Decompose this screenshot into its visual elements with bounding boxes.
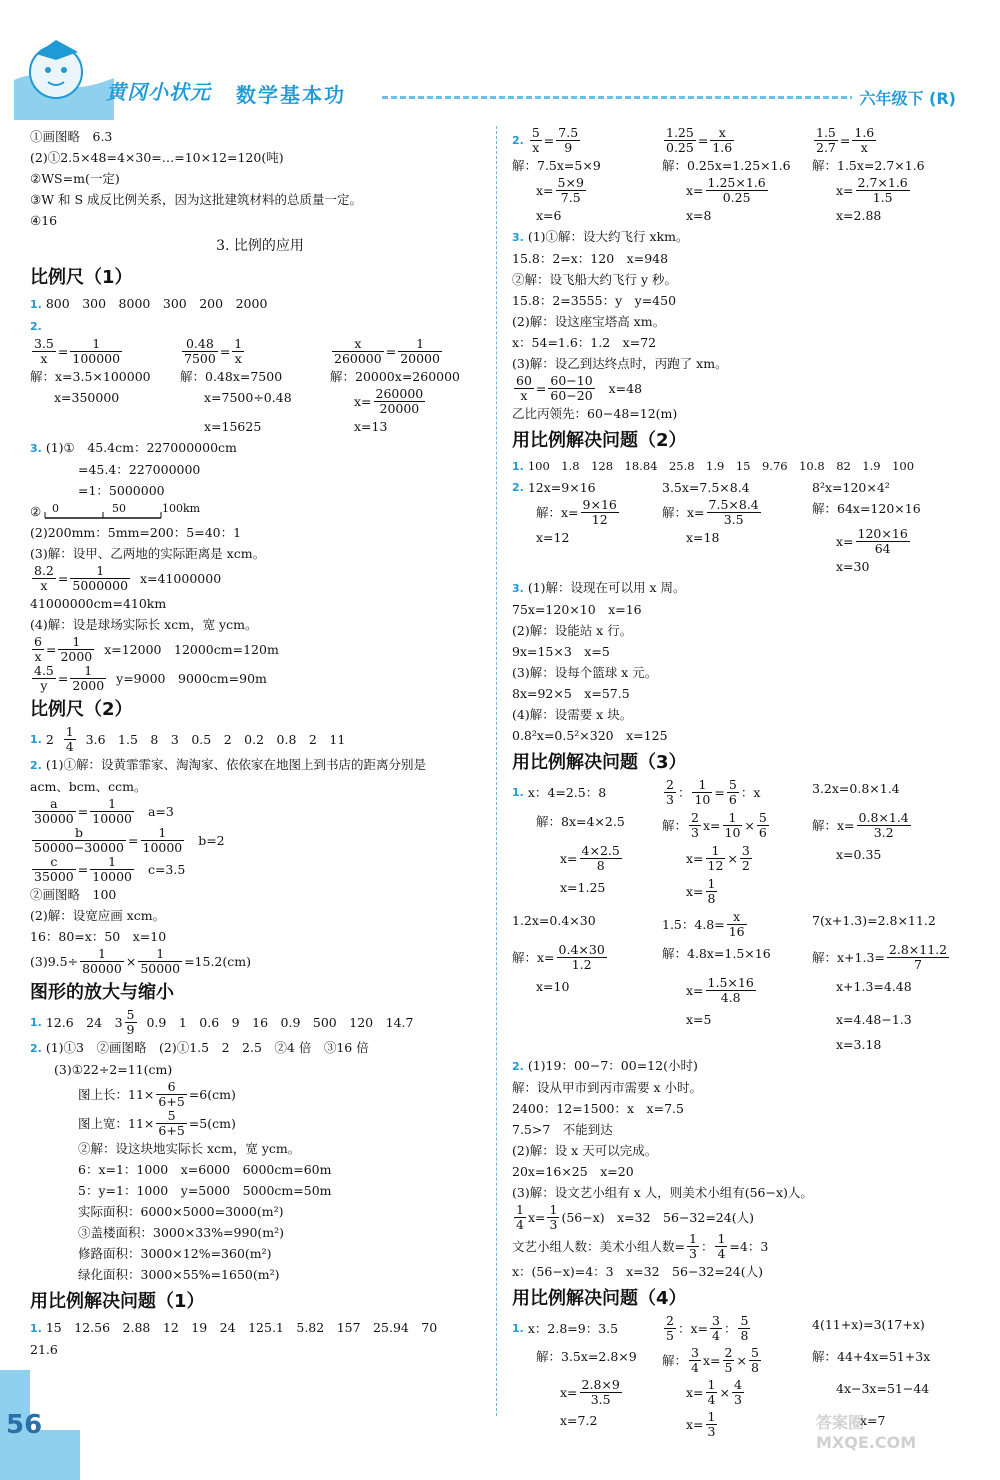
right-column: 2. $\frac{5}{x}$ = $\frac{7.5}{9}$ $\frac{1.25}{0.25}$ = $\frac{x}{1.6}$ $\frac{1.5}{2.7}$ = $\frac{1.6}{x}$ 解：7.5x=5×9 解：0.25x=1.25×1.6 解：1.5x=2.7×1.6 x= $\frac{5\times 9}{7.5}$ x= $\frac{1.25\times 1.6}{0.25}$ x= $\frac{2.7\times 1.6}{1.5}$ x=6 x=8 x=2.88 3. (1)①解：设大约飞行 xkm。 15.8：2=x：120 x=948 ②解：设飞船大约飞行 y 秒。 15.8：2=3555：y y=450 (2)解：设这座宝塔高 xm。 x：54=1.6：1.2 x=72 (3)解：设乙到达终点时，丙跑了 xm。 $\frac{60}{x}$ = $\frac{60-10}{60-20}$ x=48 乙比丙领先：60−48=12(m) 用比例解决问题（2） 1. 100 1.8 128 18.84 25.8 1.9 15 9.76 10.8 82 1.9 100 2. 12x=9×16 3.5x=7.5×8.4 8²x=120×4² 解：x= $\frac{9\times 16}{12}$ 解：x= $\frac{7.5\times 8.4}{3.5}$ 解：64x=120×16 x=12 x=18 x= $\frac{120\times 16}{64}$ x=30 3. (1)解：设现在可以用 x 周。 75x=120×10 x=16 (2)解：设能站 x 行。 9x=15×3 x=5 (3)解：设每个篮球 x 元。 8x=92×5 x=57.5 (4)解：设需要 x 块。 0.8²x=0.5²×320 x=125 用比例解决问题（3） 1. x：4=2.5：8 $\frac{2}{3}$ ： $\frac{1}{10}$ = $\frac{5}{6}$ ：x 3.2x=0.8×1.4 解：8x=4×2.5 解： $\frac{2}{3}$ x= $\frac{1}{10}$ × $\frac{5}{6}$ 解：x= $\frac{0.8\times 1.4}{3.2}$ x= $\frac{4\times 2.5}{8}$ x= $\frac{1}{12}$ × $\frac{3}{2}$ x=0.35 x=1.25 x= $\frac{1}{8}$ 1.2x=0.4×30 1.5：4.8= $\frac{x}{16}$ 7(x+1.3)=2.8×11.2 解：x= $\frac{0.4\times 30}{1.2}$ 解：4.8x=1.5×16 解：x+1.3= $\frac{2.8\times 11.2}{7}$ x=10 x= $\frac{1.5\times 16}{4.8}$ x+1.3=4.48 x=5 x=4.48−1.3 x=3.18 2. (1)19：00−7：00=12(小时) 解：设从甲市到丙市需要 x 小时。 2400：12=1500：x x=7.5 7.5>7 不能到达 (2)解：设 x 天可以完成。 20x=16×25 x=20 (3)解：设文艺小组有 x 人，则美术小组有(56−x)人。 $\frac{1}{4}$ x= $\frac{1}{3}$ (56−x) x=32 56−32=24(人) 文艺小组人数：美术小组人数= $\frac{1}{3}$ ： $\frac{1}{4}$ =4：3 x：(56−x)=4：3 x=32 56−32=24(人) 用比例解决问题（4） 1. x：2.8=9：3.5 $\frac{2}{5}$ ：x= $\frac{3}{4}$ ： $\frac{5}{8}$ 4(11+x)=3(17+x) 解：3.5x=2.8×9 解： $\frac{3}{4}$ x= $\frac{2}{5}$ × $\frac{5}{8}$ 解：44+4x=51+3x x= $\frac{2.8\times 9}{3.5}$ x= $\frac{1}{4}$ × $\frac{4}{3}$ 4x−3x=51−44 x=7.2 x= $\frac{1}{3}$ x=7 — [512, 126, 974, 1439]
answer-line: 解：设从甲市到丙市需要 x 小时。 — [512, 1080, 702, 1095]
scale-label-0: 0 — [52, 502, 59, 515]
mascot-logo-icon — [14, 20, 114, 120]
answer-line: 解：1.5x=2.7×1.6 — [812, 158, 925, 173]
answer-line: 解：0.25x=1.25×1.6 — [662, 158, 791, 173]
answer-line: 15.8：2=x：120 x=948 — [512, 251, 669, 266]
answer-line: (1)①3 ②画图略 (2)①1.5 2 2.5 ②4 倍 ③16 倍 — [45, 1040, 369, 1055]
answer-line: 8x=92×5 x=57.5 — [512, 686, 630, 701]
answer-line: (2)解：设这座宝塔高 xm。 — [512, 314, 666, 329]
answer-line: (3)①22÷2=11(cm) — [54, 1062, 173, 1077]
answer-line: ②解：设这块地实际长 xcm，宽 ycm。 — [78, 1141, 301, 1156]
answer-line: x=6 — [536, 208, 562, 223]
answer-line: (2)200mm：5mm=200：5=40：1 — [30, 525, 242, 540]
answer-line: ③W 和 S 成反比例关系，因为这批建筑材料的总质量一定。 — [30, 192, 363, 207]
answer-line: (2)解：设 x 天可以完成。 — [512, 1143, 658, 1158]
answer-line: x=7500÷0.48 — [204, 390, 292, 405]
answer-line: (3)解：设甲、乙两地的实际距离是 xcm。 — [30, 546, 266, 561]
page-header — [0, 0, 1000, 120]
answer-line: ①画图略 6.3 — [30, 129, 113, 144]
equation-grid: 1. x：4=2.5：8 $\frac{2}{3}$ ： $\frac{1}{10}$ = $\frac{5}{6}$ ：x 3.2x=0.8×1.4 解：8x=4×2.5 解： $\frac{2}{3}$ x= $\frac{1}{10}$ × $\frac{5}{6}$ 解：x= $\frac{0.8\times 1.4}{3.2}$ x= $\frac{4\times 2.5}{8}$ x= $\frac{1}{12}$ × $\frac{3}{2}$ x=0.35 x=1.25 x= $\frac{1}{8}$ 1.2x=0.4×30 1.5：4.8= $\frac{x}{16}$ 7(x+1.3)=2.8×11.2 解：x= $\frac{0.4\times 30}{1.2}$ 解：4.8x=1.5×16 解：x+1.3= $\frac{2.8\times 11.2}{7}$ x=10 x= $\frac{1.5\times 16}{4.8}$ x+1.3=4.48 x=5 x=4.48−1.3 x=3.18 — [512, 777, 948, 1052]
answer-line: (4)解：设需要 x 块。 — [512, 707, 633, 722]
section-heading: 图形的放大与缩小 — [30, 982, 174, 1003]
answer-line: 解：x=3.5×100000 — [30, 369, 151, 384]
answer-line: x=2.88 — [836, 208, 882, 223]
column-divider — [496, 126, 497, 1416]
answer-line: 解：7.5x=5×9 — [512, 158, 601, 173]
answer-line: 修路面积：3000×12%=360(m²) — [78, 1246, 272, 1261]
section-heading: 用比例解决问题（4） — [512, 1288, 687, 1309]
answer-line: x：54=1.6：1.2 x=72 — [512, 335, 657, 350]
scale-label-50: 50 — [112, 502, 126, 515]
answer-line: 15 12.56 2.88 12 19 24 125.1 5.82 157 25.94 70 — [45, 1320, 438, 1335]
scale-label-100: 100km — [162, 502, 201, 515]
section-heading: 比例尺（2） — [30, 699, 133, 720]
answer-line: (2)解：设能站 x 行。 — [512, 623, 633, 638]
answer-line: (2)①2.5×48=4×30=…=10×12=120(吨) — [30, 150, 284, 165]
watermark-top: 答案圈 — [816, 1413, 865, 1432]
answer-line: =1：5000000 — [78, 483, 165, 498]
answer-line: 41000000cm=410km — [30, 596, 167, 611]
answer-line: (1)解：设现在可以用 x 周。 — [527, 580, 686, 595]
answer-line: 解：20000x=260000 — [330, 369, 461, 384]
answer-line: ③盖楼面积：3000×33%=990(m²) — [78, 1225, 285, 1240]
answer-line: (1)①解：设黄霏霏家、淘淘家、依依家在地图上到书店的距离分别是 — [45, 757, 427, 772]
answer-line: 800 300 8000 300 200 2000 — [45, 296, 268, 311]
section-heading: 比例尺（1） — [30, 267, 133, 288]
answer-line: 5：y=1：1000 y=5000 5000cm=50m — [78, 1183, 332, 1198]
answer-line: =45.4：227000000 — [78, 462, 201, 477]
page-number: 56 — [6, 1410, 43, 1440]
book-title: 数学基本功 — [236, 83, 346, 107]
answer-line: 7.5>7 不能到达 — [512, 1122, 613, 1137]
watermark-bottom: MXQE.COM — [816, 1433, 917, 1452]
answer-line: 100 1.8 128 18.84 25.8 1.9 15 9.76 10.8 82 1.9 100 — [527, 459, 915, 473]
answer-line: ②解：设飞船大约飞行 y 秒。 — [512, 272, 678, 287]
answer-line: x=13 — [354, 419, 388, 434]
answer-line: (4)解：设是球场实际长 xcm，宽 ycm。 — [30, 617, 258, 632]
scale-bar-line: ② — [30, 501, 490, 522]
answer-line: 20x=16×25 x=20 — [512, 1164, 634, 1179]
brand-logo-text: 黄冈小状元 — [106, 80, 211, 104]
section-heading: 用比例解决问题（2） — [512, 430, 687, 451]
section-heading: 用比例解决问题（3） — [512, 752, 687, 773]
equation-grid: 2. 12x=9×16 3.5x=7.5×8.4 8²x=120×4² 解：x= $\frac{9\times 16}{12}$ 解：x= $\frac{7.5\times 8.4}{3.5}$ 解：64x=120×16 x=12 x=18 x= $\frac{120\times 16}{64}$ x=30 — [512, 480, 921, 574]
watermark — [816, 1410, 986, 1470]
answer-line: 6：x=1：1000 x=6000 6000cm=60m — [78, 1162, 332, 1177]
section-heading: 用比例解决问题（1） — [30, 1291, 205, 1312]
answer-line: acm、bcm、ccm。 — [30, 779, 147, 794]
answer-line: 9x=15×3 x=5 — [512, 644, 610, 659]
left-column: ①画图略 6.3 (2)①2.5×48=4×30=…=10×12=120(吨) ②WS=m(一定) ③W 和 S 成反比例关系，因为这批建筑材料的总质量一定。 ④16 3. 比例的应用 比例尺（1） 1. 800 300 8000 300 200 2000 2. $\frac{3.5}{x}$ = $\frac{1}{100000}$ $\frac{0.48}{7500}$ = $\frac{1}{x}$ $\frac{x}{260000}$ = $\frac{1}{20000}$ 解：x=3.5×100000 解：0.48x=7500 解：20000x=260000 x=350000 x=7500÷0.48 x= $\frac{260000}{20000}$ x=15625 x=13 3. (1)① 45.4cm：227000000cm =45.4：227000000 =1：5000000 ② 0 50 100km (2)200mm：5mm=200：5=40：1 (3)解：设甲、乙两地的实际距离是 xcm。 $\frac{8.2}{x}$ = $\frac{1}{5000000}$ x=41000000 41000000cm=410km (4)解：设是球场实际长 xcm，宽 ycm。 $\frac{6}{x}$ = $\frac{1}{2000}$ x=12000 12000cm=120m $\frac{4.5}{y}$ = $\frac{1}{2000}$ y=9000 9000cm=90m 比例尺（2） 1. 2 $\frac{1}{4}$ 3.6 1.5 8 3 0.5 2 0.2 0.8 2 11 2. (1)①解：设黄霏霏家、淘淘家、依依家在地图上到书店的距离分别是 acm、bcm、ccm。 $\frac{a}{30000}$ = $\frac{1}{10000}$ a=3 $\frac{b}{50000-30000}$ = $\frac{1}{10000}$ b=2 $\frac{c}{35000}$ = $\frac{1}{10000}$ c=3.5 ②画图略 100 (2)解：设宽应画 xcm。 16：80=x：50 x=10 (3)9.5÷ $\frac{1}{80000}$ × $\frac{1}{50000}$ =15.2(cm) 图形的放大与缩小 1. 12.6 24 3 $\frac{5}{9}$ 0.9 1 0.6 9 16 0.9 500 120 14.7 2. (1)①3 ②画图略 (2)①1.5 2 2.5 ②4 倍 ③16 倍 (3)①22÷2=11(cm) 图上长：11× $\frac{6}{6+5}$ =6(cm) 图上宽：11× $\frac{5}{6+5}$ =5(cm) ②解：设这块地实际长 xcm，宽 ycm。 6：x=1：1000 x=6000 6000cm=60m 5：y=1：1000 y=5000 5000cm=50m 实际面积：6000×5000=3000(m²) ③盖楼面积：3000×33%=990(m²) 修路面积：3000×12%=360(m²) 绿化面积：3000×55%=1650(m²) 用比例解决问题（1） 1. 15 12.56 2.88 12 19 24 125.1 5.82 157 25.94 70 21.6 — [30, 126, 490, 1360]
answer-line: (3)解：设乙到达终点时，丙跑了 xm。 — [512, 356, 728, 371]
answer-line: 16：80=x：50 x=10 — [30, 929, 167, 944]
answer-line: 绿化面积：3000×55%=1650(m²) — [78, 1267, 280, 1282]
answer-line: x：(56−x)=4：3 x=32 56−32=24(人) — [512, 1264, 763, 1279]
answer-line: ④16 — [30, 213, 58, 228]
equation-grid: 2. $\frac{5}{x}$ = $\frac{7.5}{9}$ $\frac{1.25}{0.25}$ = $\frac{x}{1.6}$ $\frac{1.5}{2.7}$ = $\frac{1.6}{x}$ 解：7.5x=5×9 解：0.25x=1.25×1.6 解：1.5x=2.7×1.6 x= $\frac{5\times 9}{7.5}$ x= $\frac{1.25\times 1.6}{0.25}$ x= $\frac{2.7\times 1.6}{1.5}$ x=6 x=8 x=2.88 — [512, 126, 974, 226]
answer-line: 2400：12=1500：x x=7.5 — [512, 1101, 684, 1116]
answer-line: (1)① 45.4cm：227000000cm — [45, 440, 237, 455]
answer-line: (3)解：设每个篮球 x 元。 — [512, 665, 658, 680]
chapter-title: 3. 比例的应用 — [216, 238, 304, 254]
answer-line: ②WS=m(一定) — [30, 171, 120, 186]
answer-line: 乙比丙领先：60−48=12(m) — [512, 406, 678, 421]
answer-line: (1)①解：设大约飞行 xkm。 — [527, 229, 689, 244]
answer-line: (3)解：设文艺小组有 x 人，则美术小组有(56−x)人。 — [512, 1185, 813, 1200]
grade-label: 六年级下 (R) — [859, 89, 956, 108]
answer-line: 15.8：2=3555：y y=450 — [512, 293, 677, 308]
equation-grid: 1. x：2.8=9：3.5 $\frac{2}{5}$ ：x= $\frac{3}{4}$ ： $\frac{5}{8}$ 4(11+x)=3(17+x) 解：3.5x=2.8×9 解： $\frac{3}{4}$ x= $\frac{2}{5}$ × $\frac{5}{8}$ 解：44+4x=51+3x x= $\frac{2.8\times 9}{3.5}$ x= $\frac{1}{4}$ × $\frac{4}{3}$ 4x−3x=51−44 x=7.2 x= $\frac{1}{3}$ x=7 — [512, 1313, 931, 1439]
answer-line: x=350000 — [54, 390, 120, 405]
answer-line: (1)19：00−7：00=12(小时) — [527, 1058, 698, 1073]
equation-grid: $\frac{3.5}{x}$ = $\frac{1}{100000}$ $\frac{0.48}{7500}$ = $\frac{1}{x}$ $\frac{x}{260000}$ = $\frac{1}{20000}$ 解：x=3.5×100000 解：0.48x=7500 解：20000x=260000 x=350000 x=7500÷0.48 x= $\frac{260000}{20000}$ x=15625 x=13 — [30, 337, 490, 437]
answer-line: 解：0.48x=7500 — [180, 369, 283, 384]
answer-line: 0.8²x=0.5²×320 x=125 — [512, 728, 668, 743]
answer-line: 21.6 — [30, 1342, 58, 1357]
header-rule — [382, 96, 852, 99]
answer-line: 实际面积：6000×5000=3000(m²) — [78, 1204, 284, 1219]
answer-line: ②画图略 100 — [30, 887, 117, 902]
answer-line: x=15625 — [204, 419, 262, 434]
answer-line: x=8 — [686, 208, 712, 223]
answer-line: 75x=120×10 x=16 — [512, 602, 642, 617]
answer-line: (2)解：设宽应画 xcm。 — [30, 908, 166, 923]
